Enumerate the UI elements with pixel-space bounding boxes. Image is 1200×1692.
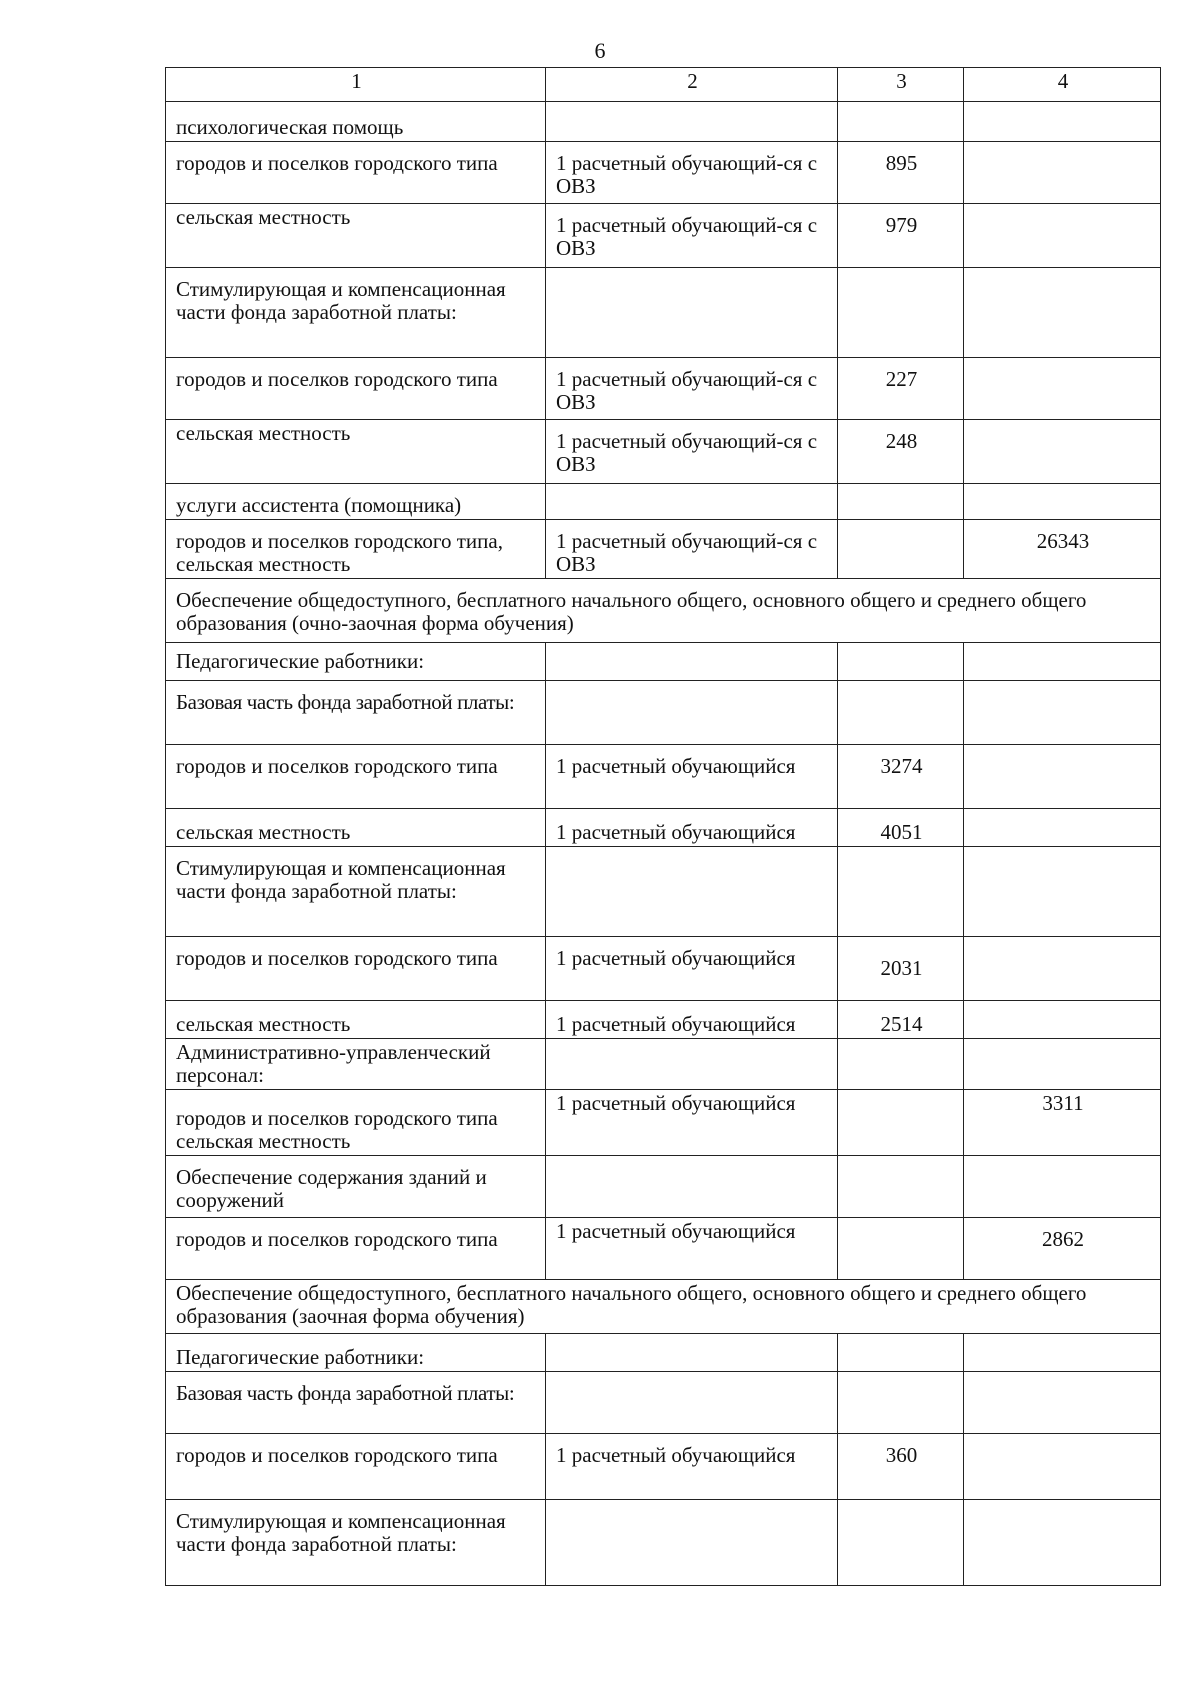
table-row [166, 520, 1161, 579]
section-row [166, 1280, 1161, 1334]
row-label: городов и поселков городского типа [166, 358, 546, 420]
unit-cell: 1 расчетный обучающий-ся с ОВЗ [546, 520, 838, 579]
unit-cell [546, 268, 838, 358]
value-col4 [964, 484, 1161, 520]
row-label: сельская местность [166, 1001, 546, 1039]
table-row [166, 1434, 1161, 1500]
row-label: городов и поселков городского типа [166, 1434, 546, 1500]
value-col3 [838, 484, 964, 520]
unit-cell: 1 расчетный обучающий-ся с ОВЗ [546, 142, 838, 204]
value-col3 [838, 1334, 964, 1372]
value-col3 [838, 1039, 964, 1090]
unit-cell [546, 1500, 838, 1586]
row-label: городов и поселков городского типа сельская местность [166, 1090, 546, 1156]
table-row [166, 268, 1161, 358]
unit-cell: 1 расчетный обучающий-ся с ОВЗ [546, 204, 838, 268]
table-row [166, 809, 1161, 847]
value-col4 [964, 1334, 1161, 1372]
row-label: городов и поселков городского типа [166, 745, 546, 809]
column-header-2: 2 [546, 68, 838, 102]
value-col3: 3274 [838, 745, 964, 809]
row-label: психологическая помощь [166, 102, 546, 142]
unit-cell [546, 102, 838, 142]
value-col4 [964, 809, 1161, 847]
value-col3: 979 [838, 204, 964, 268]
value-col4 [964, 847, 1161, 937]
table-row [166, 420, 1161, 484]
table-row [166, 1039, 1161, 1090]
section-title: Обеспечение общедоступного, бесплатного начального общего, основного общего и среднего общего образования (очно-заочная форма обучения) [166, 579, 1161, 643]
table-row [166, 1372, 1161, 1434]
table-row [166, 1500, 1161, 1586]
value-col3: 2514 [838, 1001, 964, 1039]
unit-cell: 1 расчетный обучающий-ся с ОВЗ [546, 420, 838, 484]
row-label: Административно-управленческий персонал: [166, 1039, 546, 1090]
row-label: городов и поселков городского типа, сельская местность [166, 520, 546, 579]
unit-cell: 1 расчетный обучающийся [546, 1218, 838, 1280]
value-col4 [964, 681, 1161, 745]
unit-cell: 1 расчетный обучающийся [546, 745, 838, 809]
unit-cell [546, 643, 838, 681]
value-col4 [964, 1001, 1161, 1039]
value-col3 [838, 1372, 964, 1434]
value-col4 [964, 1372, 1161, 1434]
value-col4 [964, 745, 1161, 809]
unit-cell [546, 1334, 838, 1372]
row-label: сельская местность [166, 420, 546, 484]
unit-cell [546, 681, 838, 745]
value-col4 [964, 358, 1161, 420]
value-col4: 2862 [964, 1218, 1161, 1280]
value-col4 [964, 102, 1161, 142]
value-col4: 3311 [964, 1090, 1161, 1156]
value-col4 [964, 204, 1161, 268]
row-label: услуги ассистента (помощника) [166, 484, 546, 520]
row-label: городов и поселков городского типа [166, 937, 546, 1001]
unit-cell: 1 расчетный обучающийся [546, 1434, 838, 1500]
value-col3 [838, 1218, 964, 1280]
value-col3: 4051 [838, 809, 964, 847]
table-row [166, 1001, 1161, 1039]
value-col4 [964, 268, 1161, 358]
table-row [166, 937, 1161, 1001]
row-label: городов и поселков городского типа [166, 1218, 546, 1280]
table-row [166, 204, 1161, 268]
value-col3: 2031 [838, 937, 964, 1001]
row-label: сельская местность [166, 204, 546, 268]
table-row [166, 745, 1161, 809]
value-col3: 360 [838, 1434, 964, 1500]
row-label: Базовая часть фонда заработной платы: [166, 1372, 546, 1434]
unit-cell [546, 1156, 838, 1218]
value-col3: 895 [838, 142, 964, 204]
value-col3: 227 [838, 358, 964, 420]
unit-cell [546, 1372, 838, 1434]
value-col4 [964, 420, 1161, 484]
value-col4 [964, 1434, 1161, 1500]
value-col4 [964, 1039, 1161, 1090]
table-row [166, 142, 1161, 204]
column-header-4: 4 [964, 68, 1161, 102]
value-col4 [964, 643, 1161, 681]
column-header-3: 3 [838, 68, 964, 102]
unit-cell: 1 расчетный обучающийся [546, 937, 838, 1001]
value-col4 [964, 142, 1161, 204]
table-row [166, 358, 1161, 420]
table-row [166, 1090, 1161, 1156]
table-row [166, 484, 1161, 520]
value-col3 [838, 1500, 964, 1586]
table-row [166, 1156, 1161, 1218]
value-col4: 26343 [964, 520, 1161, 579]
row-label: городов и поселков городского типа [166, 142, 546, 204]
unit-cell: 1 расчетный обучающийся [546, 809, 838, 847]
unit-cell: 1 расчетный обучающийся [546, 1090, 838, 1156]
row-label: Стимулирующая и компенсационная части фонда заработной платы: [166, 1500, 546, 1586]
row-label: Педагогические работники: [166, 1334, 546, 1372]
value-col4 [964, 1156, 1161, 1218]
table-row [166, 102, 1161, 142]
unit-cell: 1 расчетный обучающийся [546, 1001, 838, 1039]
row-label: Педагогические работники: [166, 643, 546, 681]
value-col3: 248 [838, 420, 964, 484]
unit-cell [546, 847, 838, 937]
row-label: Обеспечение содержания зданий и сооружений [166, 1156, 546, 1218]
value-col3 [838, 268, 964, 358]
table-row [166, 1334, 1161, 1372]
unit-cell: 1 расчетный обучающий-ся с ОВЗ [546, 358, 838, 420]
norms-table [165, 67, 1161, 1586]
unit-cell [546, 1039, 838, 1090]
unit-cell [546, 484, 838, 520]
value-col4 [964, 937, 1161, 1001]
row-label: сельская местность [166, 809, 546, 847]
section-title: Обеспечение общедоступного, бесплатного начального общего, основного общего и среднего общего образования (заочная форма обучения) [166, 1280, 1161, 1334]
value-col4 [964, 1500, 1161, 1586]
table-row [166, 681, 1161, 745]
value-col3 [838, 520, 964, 579]
page-number: 6 [594, 38, 606, 63]
value-col3 [838, 643, 964, 681]
value-col3 [838, 1090, 964, 1156]
table-row [166, 847, 1161, 937]
value-col3 [838, 1156, 964, 1218]
table-header-row [166, 68, 1161, 102]
row-label: Стимулирующая и компенсационная части фонда заработной платы: [166, 847, 546, 937]
table-row [166, 643, 1161, 681]
table-row [166, 1218, 1161, 1280]
value-col3 [838, 847, 964, 937]
section-row [166, 579, 1161, 643]
value-col3 [838, 102, 964, 142]
row-label: Базовая часть фонда заработной платы: [166, 681, 546, 745]
value-col3 [838, 681, 964, 745]
row-label: Стимулирующая и компенсационная части фонда заработной платы: [166, 268, 546, 358]
column-header-1: 1 [166, 68, 546, 102]
